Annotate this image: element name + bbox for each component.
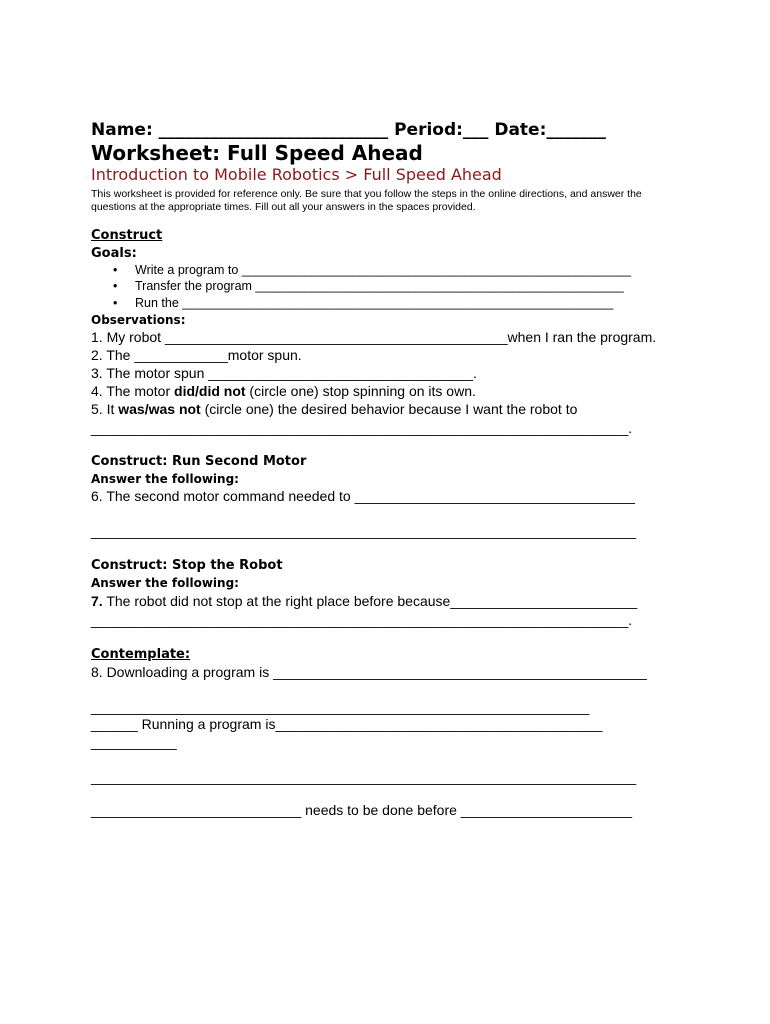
question-7 xyxy=(91,594,637,608)
goal-text: Transfer the program _____________________________________________________ xyxy=(135,279,624,293)
observation-5-answer-line: _____________________________________________________________________. xyxy=(91,420,633,436)
goal-item xyxy=(113,297,613,310)
observation-4-text: 4. The motor xyxy=(91,383,175,399)
name-period-date-line: Name: ___________________________ Period:___ Date:_______ xyxy=(91,120,606,140)
stop-robot-heading: Construct: Stop the Robot xyxy=(91,558,283,573)
answer-following-label: Answer the following: xyxy=(91,576,239,590)
answer-line: ________________________________________________________________ xyxy=(91,699,590,715)
question-6-answer-line: ______________________________________________________________________ xyxy=(91,523,637,539)
bullet-icon: • xyxy=(113,279,118,293)
bullet-icon: • xyxy=(113,263,118,277)
goal-item xyxy=(113,280,624,293)
goal-text: Run the ______________________________________________________________ xyxy=(135,296,614,310)
question-8: 8. Downloading a program is ________________________________________________ xyxy=(91,664,647,680)
question-7-text: The robot did not stop at the right place before because________________________ xyxy=(102,593,638,609)
observation-4-choice: did/did not xyxy=(174,383,246,399)
observations-label: Observations: xyxy=(91,313,186,327)
question-7-number: 7. xyxy=(91,593,103,609)
running-program-line: ______ Running a program is__________________________________________ xyxy=(91,716,603,732)
construct-heading: Construct xyxy=(91,228,163,243)
question-7-answer-line: _____________________________________________________________________. xyxy=(91,612,633,628)
breadcrumb: Introduction to Mobile Robotics > Full Speed Ahead xyxy=(91,165,502,184)
observation-3: 3. The motor spun __________________________________. xyxy=(91,365,477,381)
observation-5-text: 5. It xyxy=(91,401,119,417)
run-second-motor-heading: Construct: Run Second Motor xyxy=(91,454,307,469)
needs-before-line: ___________________________ needs to be done before ______________________ xyxy=(91,802,633,818)
goal-item xyxy=(113,264,631,277)
answer-line: ______________________________________________________________________ xyxy=(91,769,637,785)
question-6: 6. The second motor command needed to ____________________________________ xyxy=(91,488,635,504)
observation-4-rest: (circle one) stop spinning on its own. xyxy=(245,383,476,399)
intro-text: This worksheet is provided for reference only. Be sure that you follow the steps in the online directions, and answer the questions at the appropriate times. Fill out all your answers in the spaces provided. xyxy=(91,188,642,213)
contemplate-heading: Contemplate: xyxy=(91,647,191,662)
bullet-icon: • xyxy=(113,296,118,310)
observation-5 xyxy=(91,402,577,416)
observation-1: 1. My robot ____________________________________________when I ran the program. xyxy=(91,329,657,345)
observation-5-rest: (circle one) the desired behavior because I want the robot to xyxy=(200,401,578,417)
observation-4 xyxy=(91,384,476,398)
observation-2: 2. The ____________motor spun. xyxy=(91,347,302,363)
page-title: Worksheet: Full Speed Ahead xyxy=(91,141,423,165)
answer-following-label: Answer the following: xyxy=(91,472,239,486)
goal-text: Write a program to ________________________________________________________ xyxy=(135,263,632,277)
answer-line: ___________ xyxy=(91,734,177,750)
goals-label: Goals: xyxy=(91,246,137,261)
observation-5-choice: was/was not xyxy=(118,401,201,417)
